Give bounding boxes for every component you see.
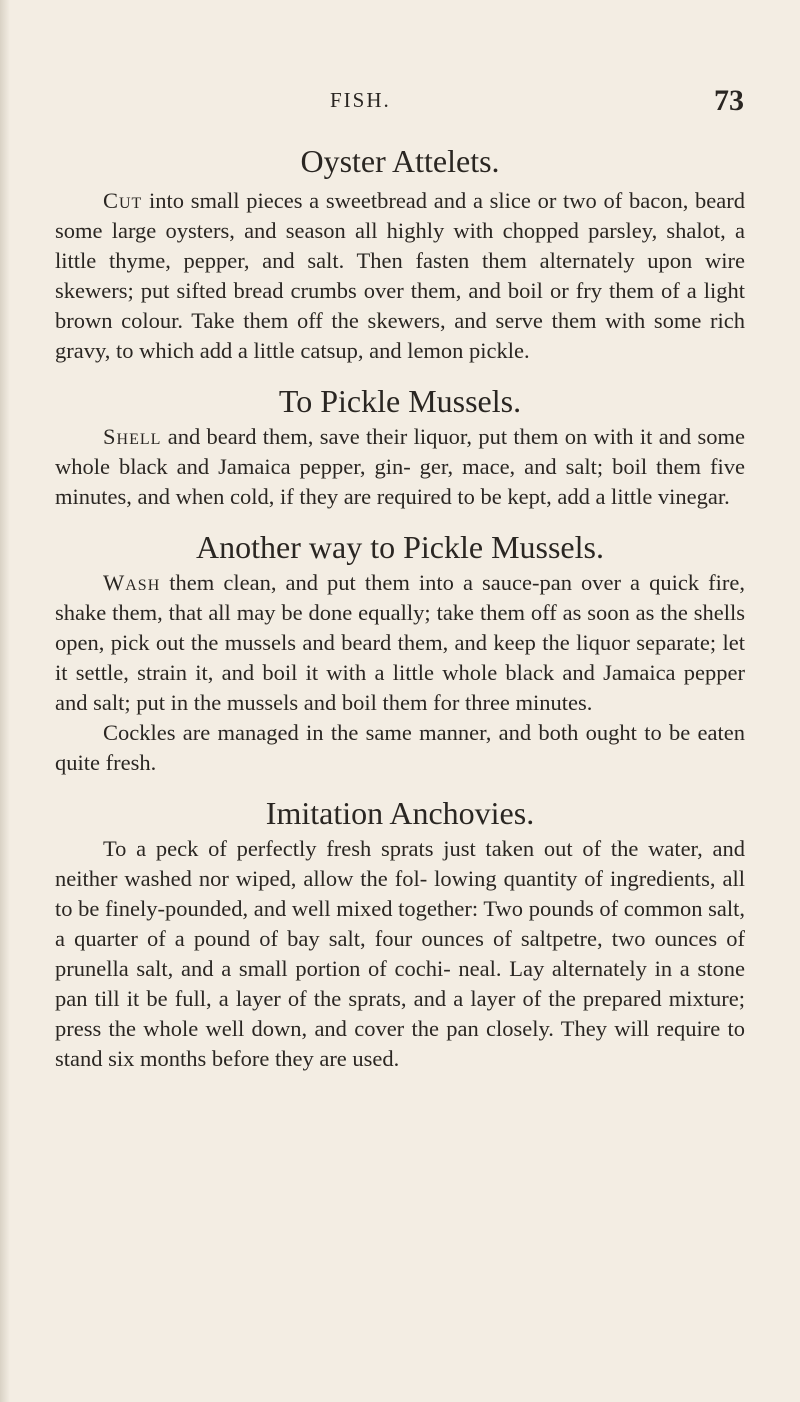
- recipe-oyster-attelets: [55, 140, 745, 366]
- lead-word: Wash: [103, 570, 161, 595]
- recipe-pickle-mussels: [55, 380, 745, 512]
- paragraph-text: into small pieces a sweetbread and a slice or two of bacon, beard some large oysters, and season all highly with chopped parsley, shalot, a little thyme, pepper, and salt. Then fasten them alternately upon wire skewers; put sifted bread crumbs over them, and boil or fry them of a light brown colour. Take them off the skewers, and serve them with some rich gravy, to which add a little catsup, and lemon pickle.: [55, 188, 745, 363]
- recipe-imitation-anchovies: [55, 792, 745, 1074]
- recipe-title: Imitation Anchovies.: [265, 795, 535, 831]
- page-body: [55, 140, 745, 1088]
- recipe-another-pickle-mussels: [55, 526, 745, 778]
- page-header: [0, 84, 800, 118]
- paragraph-text: them clean, and put them into a sauce-pan over a quick fire, shake them, that all may be done equally; take them off as soon as the shells open, pick out the mussels and beard them, and keep the liquor separate; let it settle, strain it, and boil it with a little whole black and Jamaica pepper and salt; put in the mussels and boil them for three minutes.: [55, 570, 745, 715]
- page-number: 73: [714, 84, 744, 117]
- paragraph-text: To a peck of perfectly fresh sprats just taken out of the water, and neither washed nor wiped, allow the fol- lowing quantity of ingredients, all to be finely-pounded, and well mixed together: Two pounds of common salt, a quarter of a pound of bay salt, four ounces of saltpetre, two ounces of prunella salt, and a small portion of cochi- neal. Lay alternately in a stone pan till it be full, a layer of the sprats, and a layer of the prepared mixture; press the whole well down, and cover the pan closely. They will require to stand six months before they are used.: [55, 836, 745, 1071]
- recipe-paragraph: [55, 834, 745, 1074]
- running-head: FISH.: [330, 88, 391, 112]
- lead-word: Cut: [103, 188, 143, 213]
- recipe-paragraph: [55, 568, 745, 718]
- recipe-paragraph: [55, 422, 745, 512]
- recipe-paragraph: [55, 186, 745, 366]
- lead-word: Shell: [103, 424, 162, 449]
- paragraph-text: Cockles are managed in the same manner, and both ought to be eaten quite fresh.: [55, 720, 745, 775]
- recipe-paragraph: [55, 718, 745, 778]
- recipe-title: Oyster Attelets.: [300, 143, 500, 179]
- recipe-title: Another way to Pickle Mussels.: [196, 529, 604, 565]
- paragraph-text: and beard them, save their liquor, put them on with it and some whole black and Jamaica pepper, gin- ger, mace, and salt; boil them five minutes, and when cold, if they are required to be kept, add a little vinegar.: [55, 424, 745, 509]
- page-edge-shadow: [0, 0, 10, 1402]
- recipe-title: To Pickle Mussels.: [278, 383, 522, 419]
